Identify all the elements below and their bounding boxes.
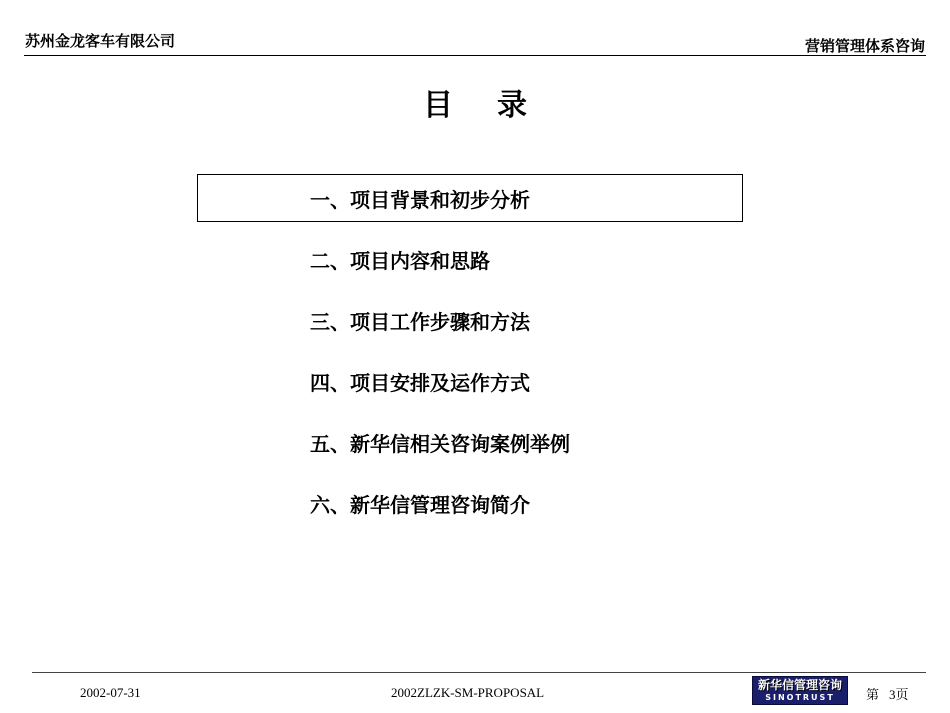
footer-date: 2002-07-31 <box>80 685 141 700</box>
toc-item-4: 四、项目安排及运作方式 <box>310 371 530 395</box>
toc-item-3: 三、项目工作步骤和方法 <box>310 310 530 334</box>
toc-item-5: 五、新华信相关咨询案例举例 <box>310 432 570 456</box>
sinotrust-logo <box>752 676 848 705</box>
logo-chinese-text: 新华信管理咨询 <box>757 678 842 692</box>
header-divider <box>24 55 926 56</box>
project-name: 营销管理体系咨询 <box>804 37 925 55</box>
toc-item-6: 六、新华信管理咨询简介 <box>310 493 530 517</box>
toc-item-1: 一、项目背景和初步分析 <box>310 188 530 212</box>
company-name: 苏州金龙客车有限公司 <box>25 32 176 50</box>
page-number: 3 <box>889 687 896 702</box>
page-suffix: 页 <box>895 687 909 702</box>
footer-document-code: 2002ZLZK-SM-PROPOSAL <box>391 685 545 700</box>
logo-english-text: SINOTRUST <box>765 693 835 702</box>
page-prefix: 第 <box>866 687 880 702</box>
footer-divider <box>32 672 926 673</box>
toc-item-2: 二、项目内容和思路 <box>310 249 490 273</box>
page-title: 目录 <box>423 88 571 123</box>
page-indicator <box>866 684 909 703</box>
